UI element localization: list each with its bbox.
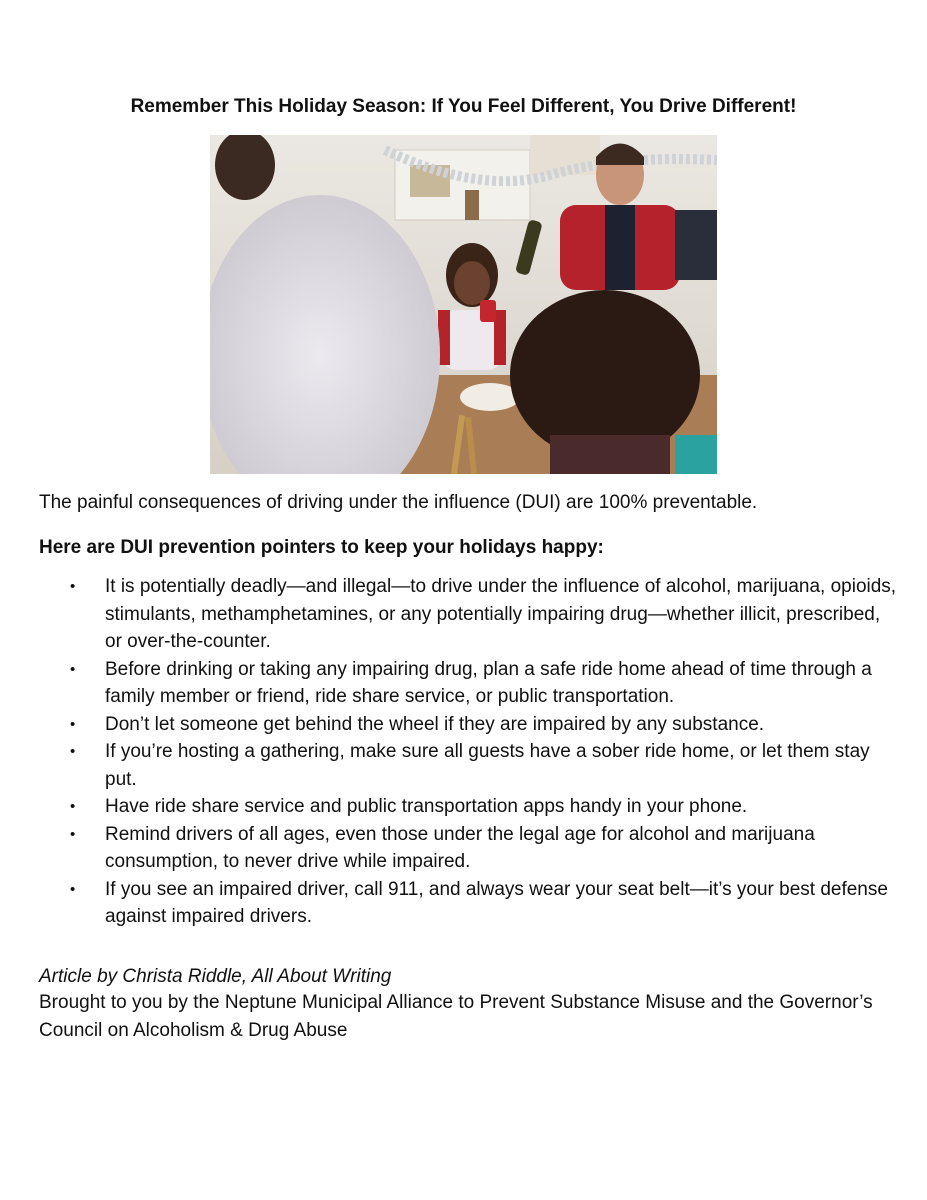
bullet-icon: • [70, 825, 76, 843]
list-item [39, 821, 899, 876]
bullet-icon: • [70, 880, 76, 898]
pointers-heading: Here are DUI prevention pointers to keep your holidays happy: [39, 537, 604, 558]
bullet-icon: • [70, 743, 76, 760]
intro-text: The painful consequences of driving under the influence (DUI) are 100% preventable. [39, 492, 758, 513]
list-item [39, 793, 899, 821]
list-item [39, 573, 899, 656]
article-byline: Article by Christa Riddle, All About Writing [39, 966, 392, 987]
list-item [39, 876, 899, 931]
holiday-party-photo [210, 135, 717, 474]
tip-text: If you’re hosting a gathering, make sure all guests have a sober ride home, or let them stay put. [105, 741, 870, 790]
bullet-icon: • [70, 798, 76, 815]
tip-text: Before drinking or taking any impairing drug, plan a safe ride home ahead of time through a family member or friend, ride share service, or public transportation. [105, 658, 872, 707]
tip-text: Remind drivers of all ages, even those under the legal age for alcohol and marijuana consumption, to never drive while impaired. [105, 823, 815, 872]
tip-text: Don’t let someone get behind the wheel if they are impaired by any substance. [105, 713, 765, 735]
list-item [39, 711, 899, 739]
photo-illustration [210, 135, 717, 474]
tip-text: Have ride share service and public transportation apps handy in your phone. [105, 796, 748, 817]
headline: Remember This Holiday Season: If You Feel Different, You Drive Different! [130, 96, 797, 117]
bullet-icon: • [70, 715, 76, 733]
tips-list [39, 573, 899, 931]
sponsor-credit: Brought to you by the Neptune Municipal Alliance to Prevent Substance Misuse and the Governor’s Council on Alcoholism & Drug Abuse [39, 992, 873, 1041]
bullet-icon: • [70, 578, 76, 595]
tip-text: It is potentially deadly—and illegal—to drive under the influence of alcohol, marijuana, opioids, stimulants, methamphetamines, or any potentially impairing drug—whether illicit, prescribed, or over-the-counter. [105, 576, 897, 652]
list-item [39, 656, 899, 711]
bullet-icon: • [70, 660, 76, 678]
tip-text: If you see an impaired driver, call 911, and always wear your seat belt—it’s your best defense against impaired drivers. [105, 878, 888, 927]
list-item [39, 738, 899, 793]
